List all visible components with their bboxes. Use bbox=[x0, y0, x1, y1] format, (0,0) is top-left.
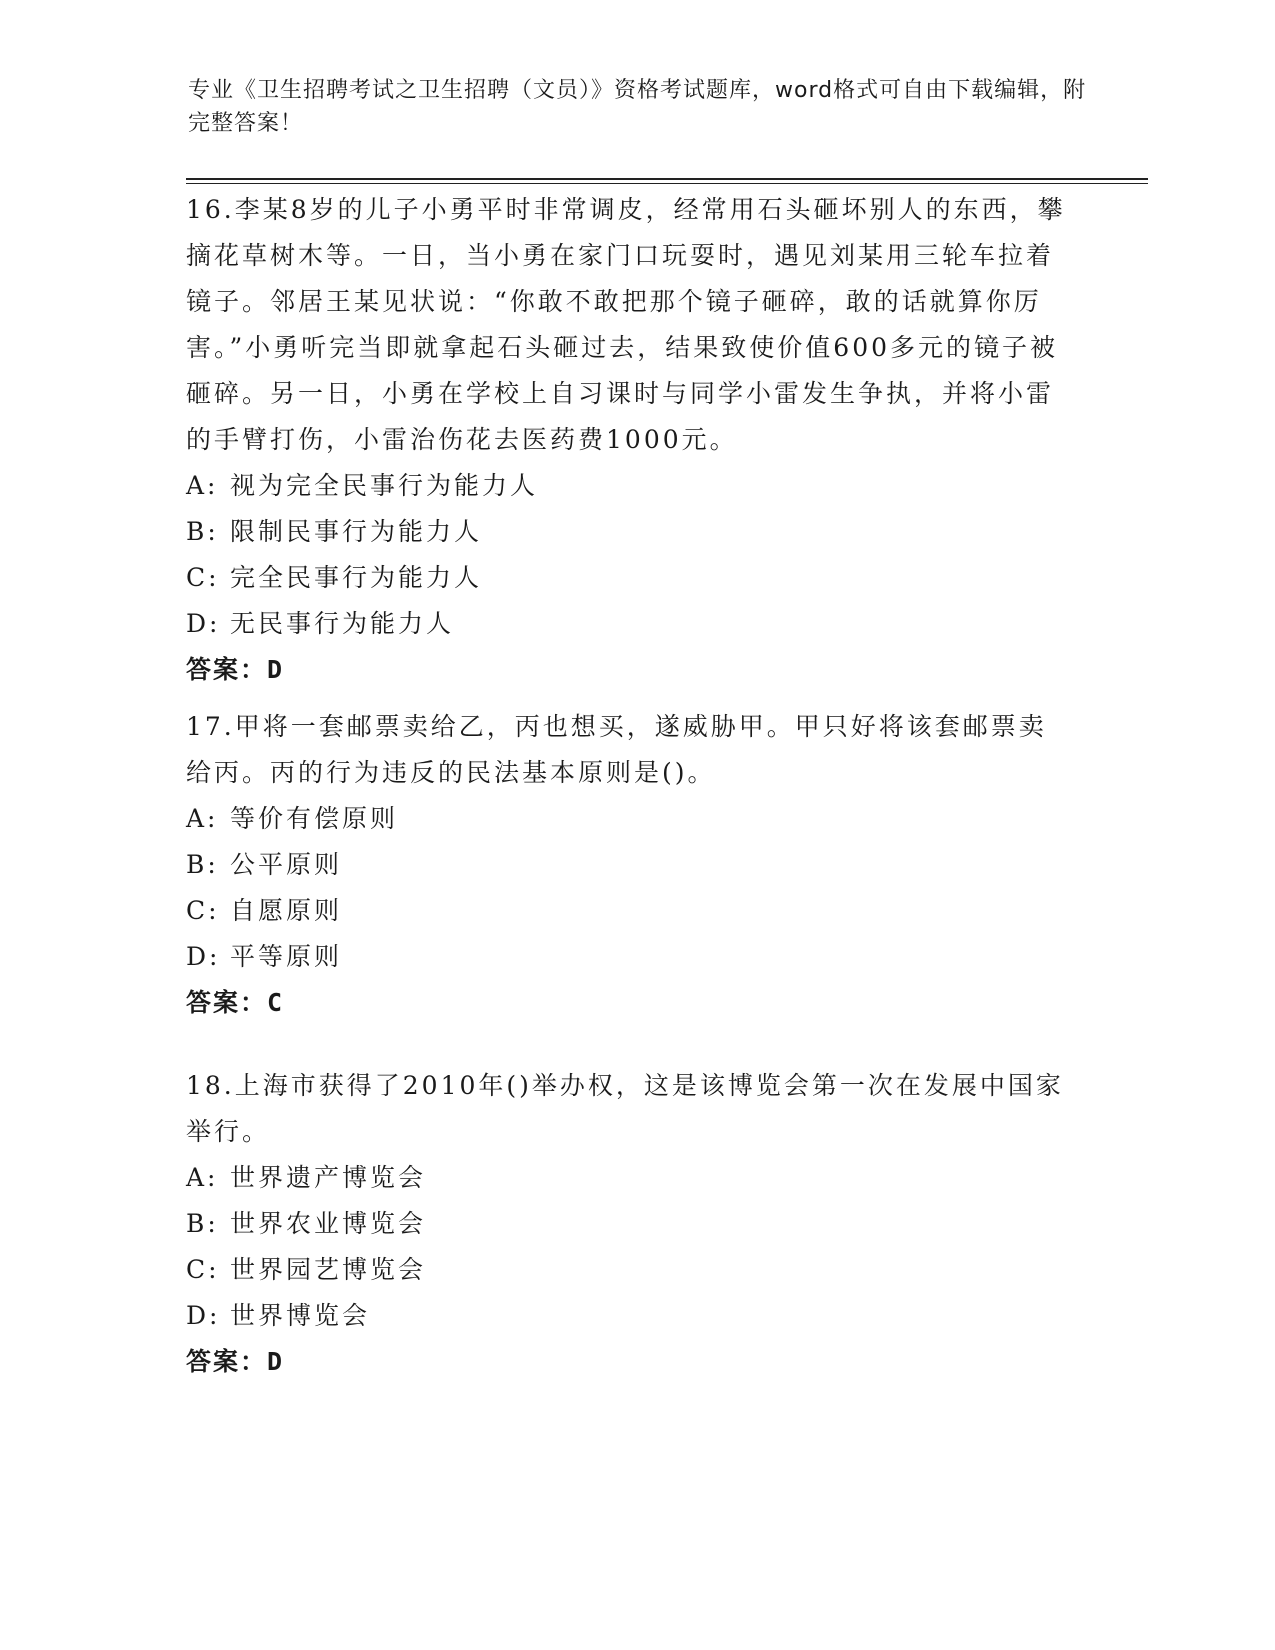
question-stem: 17.甲将一套邮票卖给乙，丙也想买，遂威胁甲。甲只好将该套邮票卖给丙。丙的行为违反的民法基本原则是()。 bbox=[186, 712, 1047, 787]
option-c bbox=[186, 888, 1066, 934]
option-b bbox=[186, 842, 1066, 888]
option-b bbox=[186, 509, 1066, 555]
option-letter: D: bbox=[186, 1301, 221, 1330]
option-text: 世界园艺博览会 bbox=[230, 1255, 427, 1284]
option-letter: A: bbox=[186, 804, 219, 833]
option-letter: C: bbox=[186, 563, 220, 592]
option-letter: C: bbox=[186, 1255, 220, 1284]
option-a bbox=[186, 796, 1066, 842]
option-letter: A: bbox=[186, 471, 219, 500]
option-letter: D: bbox=[186, 609, 221, 638]
option-text: 无民事行为能力人 bbox=[230, 609, 455, 638]
question-16 bbox=[186, 187, 1066, 693]
answer-label: 答案： bbox=[186, 988, 268, 1017]
option-text: 世界博览会 bbox=[230, 1301, 371, 1330]
option-letter: B: bbox=[186, 1209, 219, 1238]
answer-value: C bbox=[267, 988, 283, 1017]
option-letter: A: bbox=[186, 1163, 219, 1192]
option-text: 世界农业博览会 bbox=[230, 1209, 427, 1238]
header-divider-thick bbox=[186, 178, 1148, 180]
header-divider-thin bbox=[186, 183, 1148, 184]
document-header: 专业《卫生招聘考试之卫生招聘（文员）》资格考试题库，word格式可自由下载编辑，附完整答案！ bbox=[188, 78, 1087, 136]
question-stem: 16.李某8岁的儿子小勇平时非常调皮，经常用石头砸坏别人的东西，攀摘花草树木等。一日，当小勇在家门口玩耍时，遇见刘某用三轮车拉着镜子。邻居王某见状说：“你敢不敢把那个镜子砸碎，敢的话就算你厉害。”小勇听完当即就拿起石头砸过去，结果致使价值600多元的镜子被砸碎。另一日，小勇在学校上自习课时与同学小雷发生争执，并将小雷的手臂打伤，小雷治伤花去医药费1000元。 bbox=[186, 195, 1066, 454]
option-letter: B: bbox=[186, 517, 219, 546]
option-a bbox=[186, 1155, 1066, 1201]
option-text: 自愿原则 bbox=[230, 896, 343, 925]
answer-line bbox=[186, 1339, 1066, 1385]
option-d bbox=[186, 1293, 1066, 1339]
answer-line bbox=[186, 980, 1066, 1026]
answer-value: D bbox=[267, 655, 283, 684]
option-d bbox=[186, 601, 1066, 647]
option-text: 世界遗产博览会 bbox=[230, 1163, 427, 1192]
question-17 bbox=[186, 704, 1066, 1026]
answer-line bbox=[186, 647, 1066, 693]
answer-label: 答案： bbox=[186, 1347, 268, 1376]
option-text: 完全民事行为能力人 bbox=[230, 563, 483, 592]
option-text: 视为完全民事行为能力人 bbox=[230, 471, 539, 500]
option-a bbox=[186, 463, 1066, 509]
option-letter: B: bbox=[186, 850, 219, 879]
answer-label: 答案： bbox=[186, 655, 268, 684]
option-text: 公平原则 bbox=[230, 850, 343, 879]
option-text: 限制民事行为能力人 bbox=[230, 517, 483, 546]
option-text: 等价有偿原则 bbox=[230, 804, 399, 833]
option-c bbox=[186, 1247, 1066, 1293]
question-18 bbox=[186, 1063, 1066, 1385]
answer-value: D bbox=[267, 1347, 283, 1376]
option-text: 平等原则 bbox=[230, 942, 343, 971]
option-c bbox=[186, 555, 1066, 601]
option-letter: D: bbox=[186, 942, 221, 971]
option-letter: C: bbox=[186, 896, 220, 925]
option-d bbox=[186, 934, 1066, 980]
option-b bbox=[186, 1201, 1066, 1247]
question-stem: 18.上海市获得了2010年()举办权，这是该博览会第一次在发展中国家举行。 bbox=[186, 1071, 1064, 1146]
